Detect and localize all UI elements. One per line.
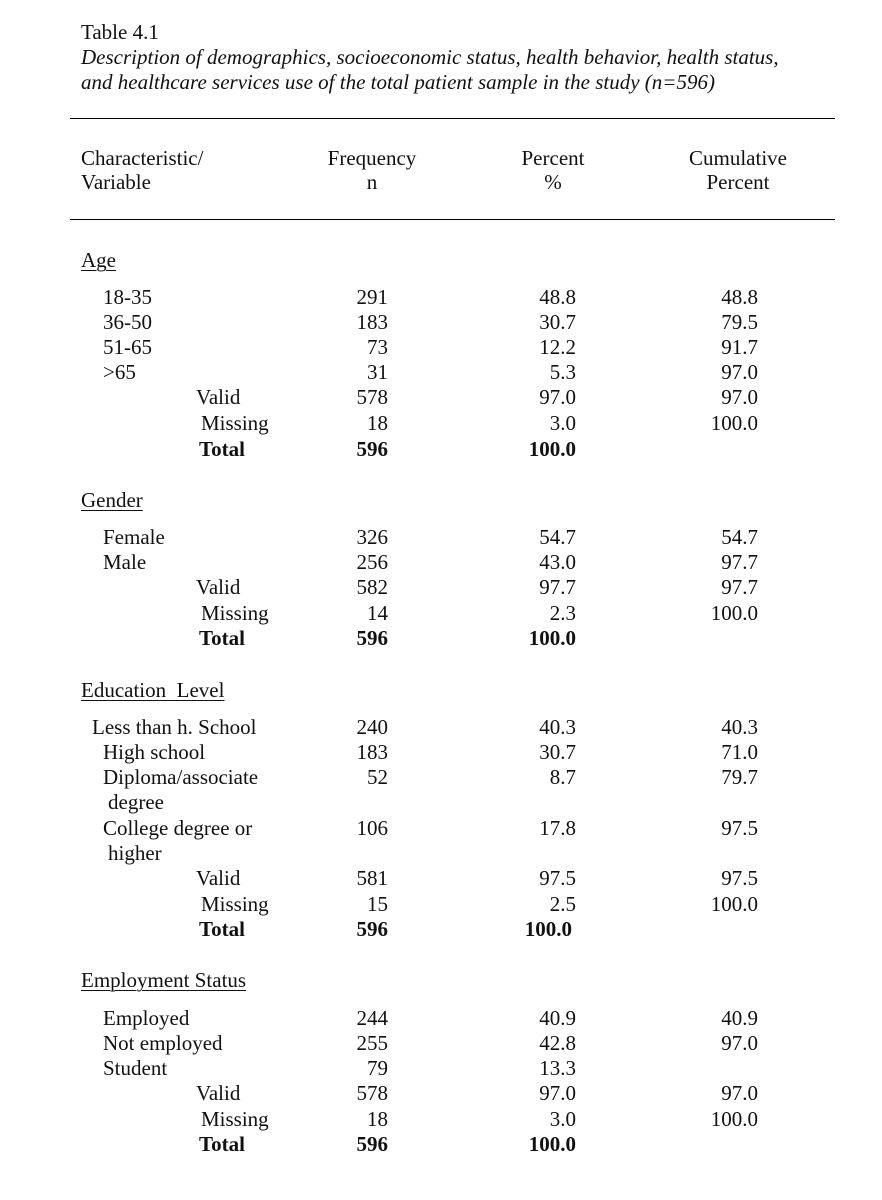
row-frequency: 52 — [367, 765, 388, 789]
top-rule — [70, 118, 835, 119]
total-frequency: 596 — [356, 626, 388, 650]
row-percent: 17.8 — [539, 816, 576, 840]
missing-percent: 2.5 — [549, 892, 576, 916]
valid-cumulative: 97.0 — [721, 385, 758, 409]
row-frequency: 291 — [356, 285, 388, 309]
missing-frequency: 14 — [367, 601, 388, 625]
total-label: Total — [199, 1132, 245, 1156]
header-rule — [70, 219, 835, 220]
missing-cumulative: 100.0 — [710, 892, 758, 916]
row-frequency: 240 — [356, 715, 388, 739]
row-percent: 30.7 — [539, 740, 576, 764]
total-percent: 100.0 — [528, 437, 576, 461]
missing-cumulative: 100.0 — [710, 411, 758, 435]
row-cumulative: 97.0 — [721, 1031, 758, 1055]
row-cumulative: 71.0 — [721, 740, 758, 764]
missing-label: Missing — [201, 601, 269, 625]
row-label: Less than h. School — [92, 715, 257, 739]
row-label: High school — [103, 740, 206, 764]
row-cumulative: 91.7 — [721, 335, 758, 359]
header-frequency: Frequency — [327, 146, 417, 170]
row-label: Male — [103, 550, 147, 574]
valid-label: Valid — [196, 575, 241, 599]
valid-percent: 97.7 — [539, 575, 576, 599]
row-cumulative: 54.7 — [721, 525, 758, 549]
row-percent: 43.0 — [539, 550, 576, 574]
missing-label: Missing — [201, 411, 269, 435]
row-cumulative: 97.0 — [721, 360, 758, 384]
missing-percent: 2.3 — [549, 601, 576, 625]
total-percent: 100.0 — [524, 917, 572, 941]
header-cumulative-percent: Percent — [706, 170, 770, 194]
row-label: >65 — [103, 360, 136, 384]
row-cumulative: 40.9 — [721, 1006, 758, 1030]
row-percent: 54.7 — [539, 525, 576, 549]
row-label: 18-35 — [103, 285, 152, 309]
row-label-continued: higher — [108, 841, 162, 865]
row-frequency: 73 — [367, 335, 388, 359]
row-label: Not employed — [103, 1031, 223, 1055]
header-frequency-n: n — [366, 170, 378, 194]
row-frequency: 31 — [367, 360, 388, 384]
total-label: Total — [199, 917, 245, 941]
missing-label: Missing — [201, 1107, 269, 1131]
header-characteristic: Characteristic/ — [81, 146, 204, 170]
row-percent: 30.7 — [539, 310, 576, 334]
total-frequency: 596 — [356, 1132, 388, 1156]
missing-label: Missing — [201, 892, 269, 916]
row-percent: 42.8 — [539, 1031, 576, 1055]
valid-cumulative: 97.0 — [721, 1081, 758, 1105]
row-cumulative: 97.5 — [721, 816, 758, 840]
row-frequency: 326 — [356, 525, 388, 549]
row-frequency: 256 — [356, 550, 388, 574]
row-percent: 5.3 — [549, 360, 576, 384]
row-label: Student — [103, 1056, 168, 1080]
valid-frequency: 582 — [356, 575, 388, 599]
row-percent: 40.9 — [539, 1006, 576, 1030]
missing-percent: 3.0 — [549, 1107, 576, 1131]
valid-label: Valid — [196, 385, 241, 409]
missing-percent: 3.0 — [549, 411, 576, 435]
valid-frequency: 578 — [356, 385, 388, 409]
row-cumulative: 40.3 — [721, 715, 758, 739]
row-cumulative: 97.7 — [721, 550, 758, 574]
valid-percent: 97.0 — [539, 1081, 576, 1105]
valid-frequency: 581 — [356, 866, 388, 890]
header-percent: Percent — [521, 146, 585, 170]
section-title-gender: Gender — [81, 488, 143, 512]
row-label: Diploma/associate — [103, 765, 259, 789]
total-percent: 100.0 — [528, 1132, 576, 1156]
row-frequency: 244 — [356, 1006, 388, 1030]
table-caption-line-1: Description of demographics, socioeconomic status, health behavior, health status, — [81, 45, 779, 69]
section-title-age: Age — [81, 248, 116, 272]
row-label-continued: degree — [108, 790, 164, 814]
valid-frequency: 578 — [356, 1081, 388, 1105]
total-label: Total — [199, 626, 245, 650]
row-label: College degree or — [103, 816, 253, 840]
valid-cumulative: 97.7 — [721, 575, 758, 599]
row-label: 51-65 — [103, 335, 152, 359]
valid-percent: 97.0 — [539, 385, 576, 409]
valid-cumulative: 97.5 — [721, 866, 758, 890]
header-variable: Variable — [81, 170, 151, 194]
row-percent: 13.3 — [539, 1056, 576, 1080]
row-label: Employed — [103, 1006, 190, 1030]
missing-cumulative: 100.0 — [710, 601, 758, 625]
row-percent: 48.8 — [539, 285, 576, 309]
row-frequency: 79 — [367, 1056, 388, 1080]
row-frequency: 106 — [356, 816, 388, 840]
header-cumulative: Cumulative — [689, 146, 787, 170]
total-percent: 100.0 — [528, 626, 576, 650]
row-frequency: 255 — [356, 1031, 388, 1055]
row-percent: 40.3 — [539, 715, 576, 739]
table-label: Table 4.1 — [81, 20, 159, 44]
missing-frequency: 15 — [367, 892, 388, 916]
valid-label: Valid — [196, 866, 241, 890]
row-cumulative: 48.8 — [721, 285, 758, 309]
row-label: 36-50 — [103, 310, 152, 334]
total-frequency: 596 — [356, 917, 388, 941]
row-frequency: 183 — [356, 310, 388, 334]
section-title-employment: Employment Status — [81, 968, 247, 992]
missing-frequency: 18 — [367, 411, 388, 435]
total-label: Total — [199, 437, 245, 461]
missing-cumulative: 100.0 — [710, 1107, 758, 1131]
valid-percent: 97.5 — [539, 866, 576, 890]
section-title-education: Education Level — [81, 678, 225, 702]
missing-frequency: 18 — [367, 1107, 388, 1131]
row-percent: 8.7 — [549, 765, 576, 789]
row-cumulative: 79.7 — [721, 765, 758, 789]
row-cumulative: 79.5 — [721, 310, 758, 334]
row-percent: 12.2 — [539, 335, 576, 359]
valid-label: Valid — [196, 1081, 241, 1105]
row-frequency: 183 — [356, 740, 388, 764]
total-frequency: 596 — [356, 437, 388, 461]
header-percent-sign: % — [544, 170, 562, 194]
table-caption-line-2: and healthcare services use of the total patient sample in the study (n=596) — [81, 70, 715, 94]
row-label: Female — [103, 525, 165, 549]
